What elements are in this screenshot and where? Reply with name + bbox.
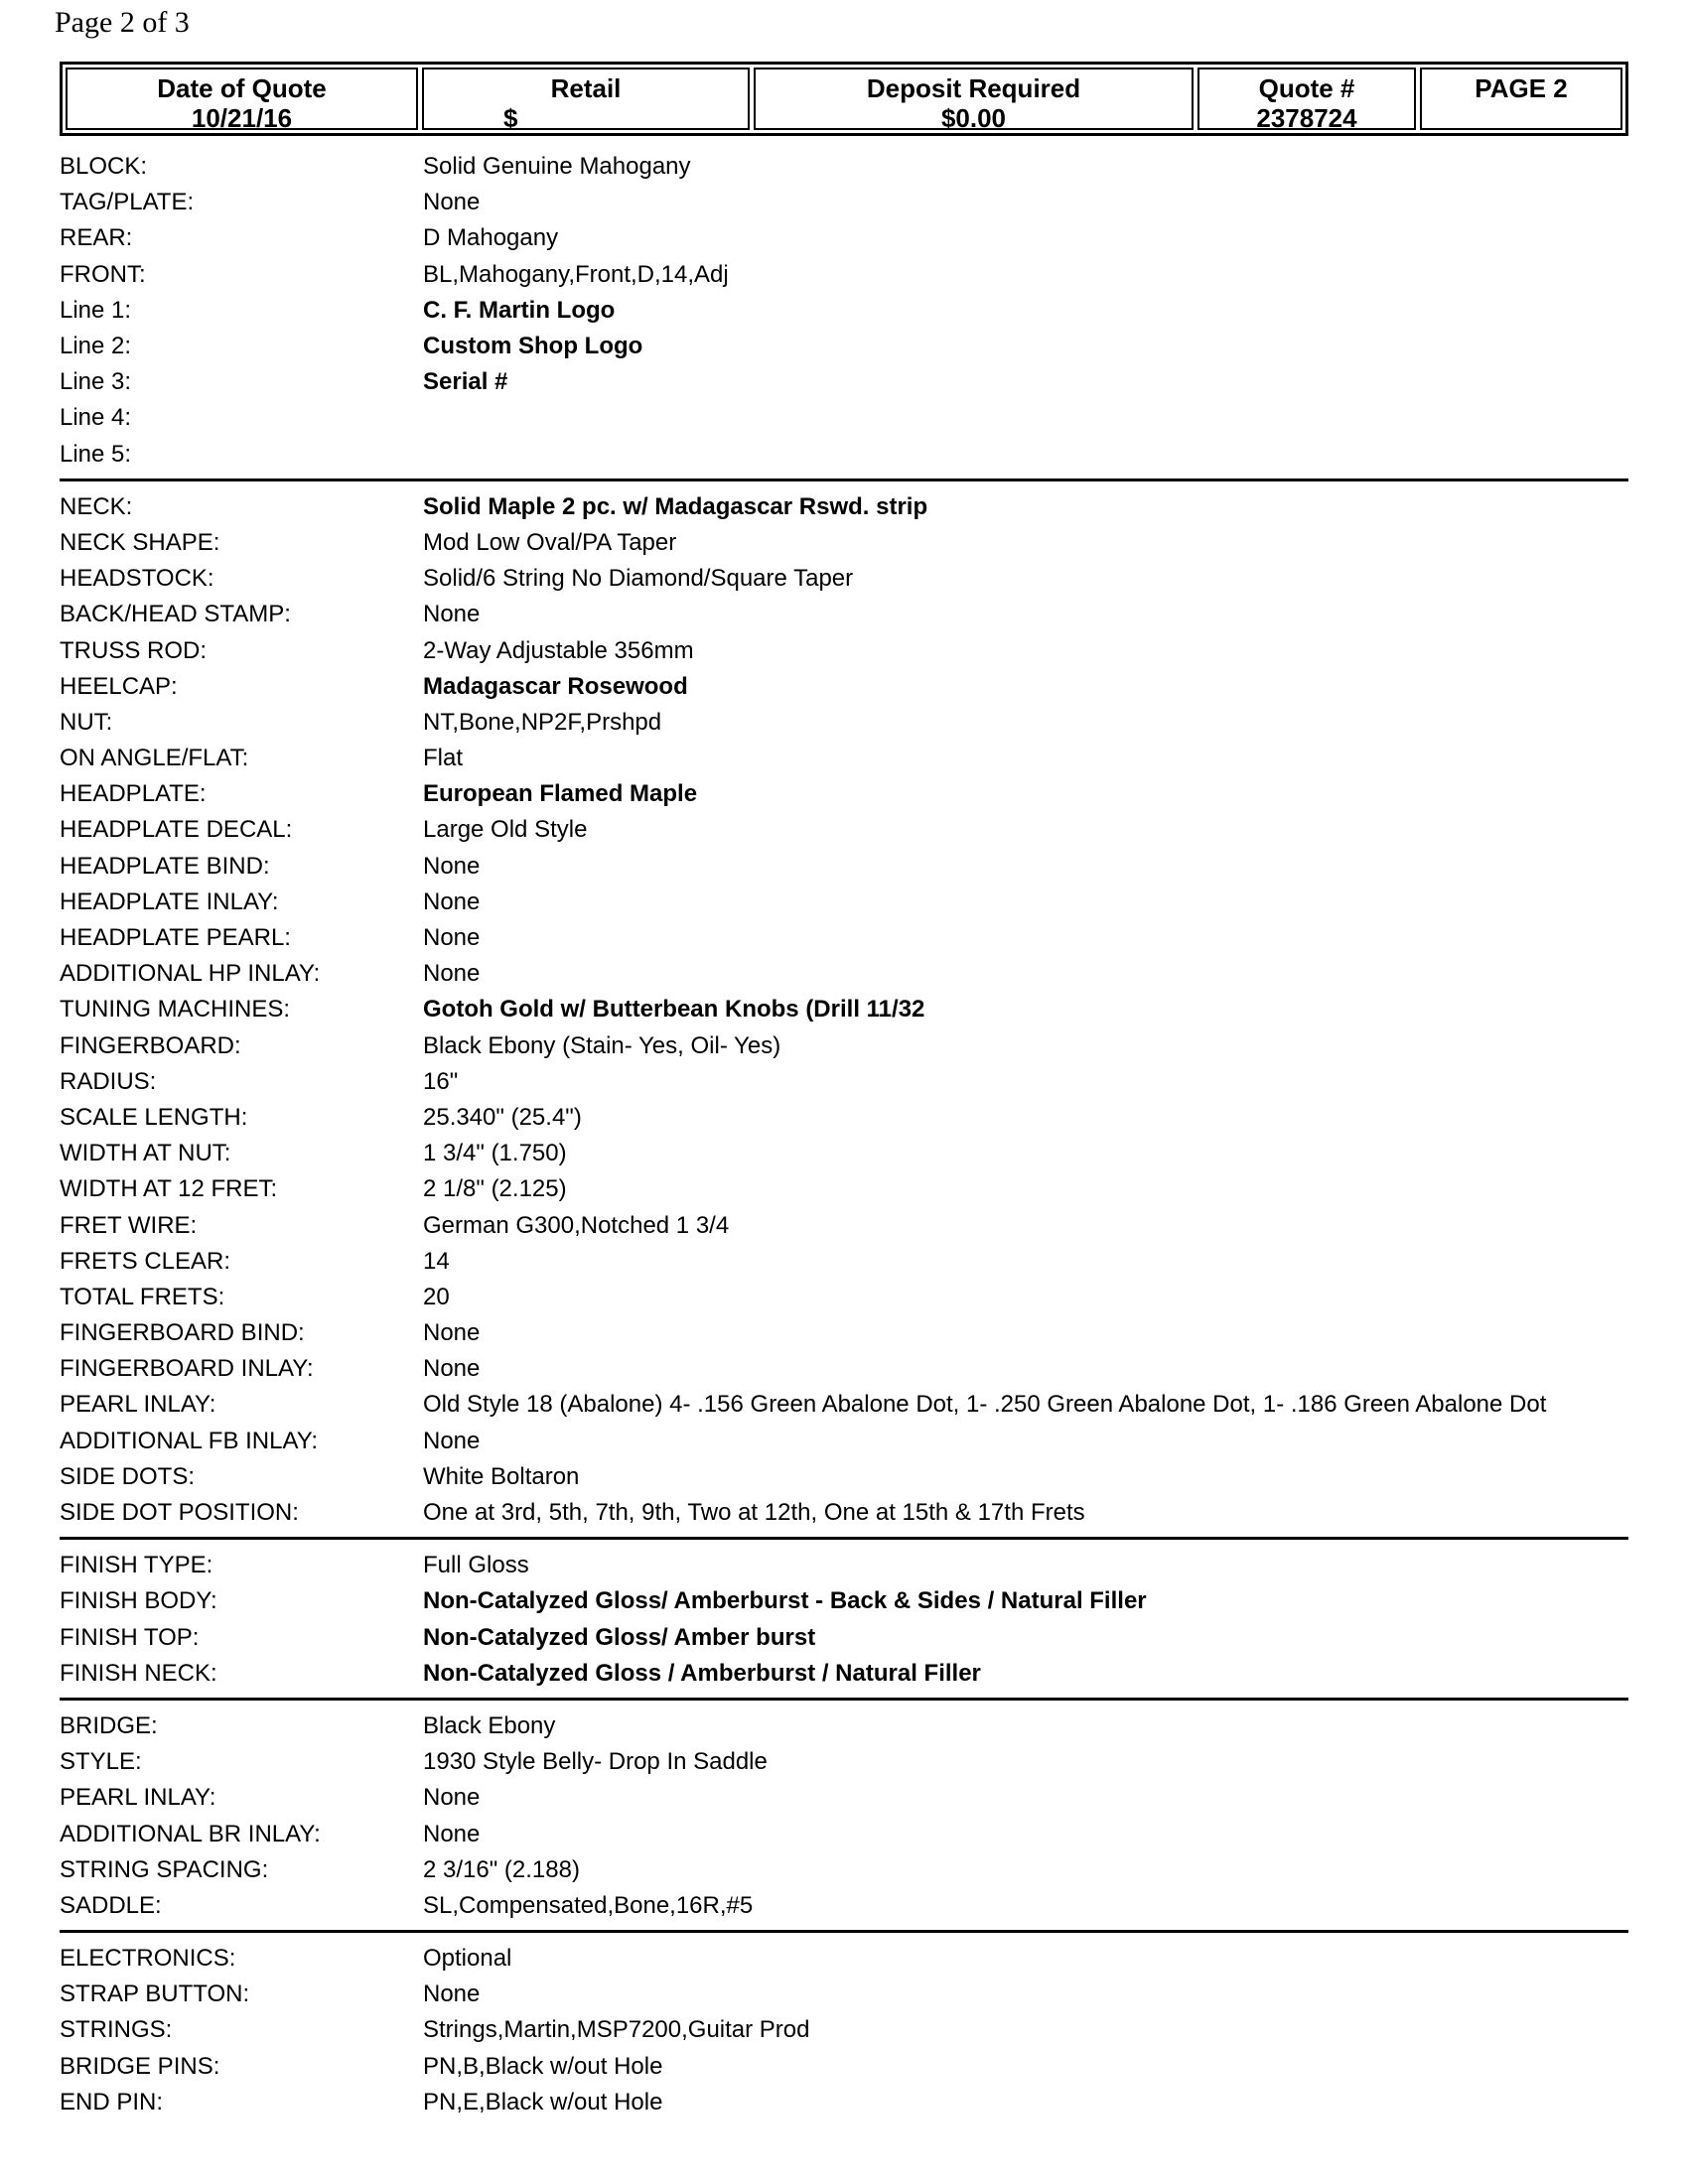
spec-row bbox=[60, 1459, 1628, 1495]
spec-row bbox=[60, 812, 1628, 848]
spec-label: FRET WIRE: bbox=[60, 1211, 198, 1239]
spec-row bbox=[60, 1064, 1628, 1100]
spec-label: ELECTRONICS: bbox=[60, 1945, 236, 1973]
spec-row bbox=[60, 257, 1628, 293]
quote-number-label: Quote # bbox=[1258, 73, 1355, 103]
spec-label: Line 3: bbox=[60, 368, 132, 396]
spec-row bbox=[60, 849, 1628, 885]
spec-row bbox=[60, 293, 1628, 329]
page-number-header: Page 2 of 3 bbox=[55, 6, 190, 39]
quote-summary-table bbox=[60, 62, 1628, 136]
spec-value: Madagascar Rosewood bbox=[423, 672, 688, 700]
spec-label: TOTAL FRETS: bbox=[60, 1283, 225, 1310]
spec-value: None bbox=[423, 852, 481, 880]
retail-label: Retail bbox=[550, 73, 622, 103]
spec-row bbox=[60, 185, 1628, 220]
spec-row bbox=[60, 597, 1628, 632]
spec-value: Solid Maple 2 pc. w/ Madagascar Rswd. strip bbox=[423, 492, 928, 520]
spec-row bbox=[60, 1852, 1628, 1888]
spec-row bbox=[60, 1583, 1628, 1619]
spec-value: None bbox=[423, 601, 481, 628]
spec-label: TAG/PLATE: bbox=[60, 189, 195, 216]
spec-label: RADIUS: bbox=[60, 1067, 157, 1095]
spec-row bbox=[60, 956, 1628, 992]
page-label: PAGE 2 bbox=[1475, 73, 1568, 103]
spec-value: None bbox=[423, 1820, 481, 1847]
spec-label: NECK SHAPE: bbox=[60, 528, 220, 556]
spec-label: ADDITIONAL BR INLAY: bbox=[60, 1820, 321, 1847]
spec-row bbox=[60, 1620, 1628, 1656]
spec-value: Non-Catalyzed Gloss/ Amberburst - Back & Sides / Natural Filler bbox=[423, 1587, 1147, 1615]
spec-row bbox=[60, 1941, 1628, 1977]
spec-value: Gotoh Gold w/ Butterbean Knobs (Drill 11/32 bbox=[423, 996, 925, 1024]
spec-row bbox=[60, 220, 1628, 256]
spec-row bbox=[60, 1207, 1628, 1243]
spec-label: SIDE DOTS: bbox=[60, 1462, 196, 1490]
date-of-quote-label: Date of Quote bbox=[157, 73, 327, 103]
retail-cell bbox=[422, 68, 750, 133]
spec-row bbox=[60, 1744, 1628, 1780]
spec-value: Flat bbox=[423, 745, 464, 772]
spec-row bbox=[60, 632, 1628, 668]
spec-label: FINGERBOARD BIND: bbox=[60, 1319, 305, 1347]
finish-section bbox=[60, 1537, 1628, 1698]
spec-value: C. F. Martin Logo bbox=[423, 296, 616, 324]
spec-value: 2-Way Adjustable 356mm bbox=[423, 636, 694, 664]
spec-label: Line 2: bbox=[60, 333, 132, 360]
spec-row bbox=[60, 1977, 1628, 2012]
spec-row bbox=[60, 992, 1628, 1027]
spec-label: TRUSS ROD: bbox=[60, 636, 208, 664]
spec-label: STYLE: bbox=[60, 1748, 142, 1776]
spec-label: FRONT: bbox=[60, 260, 146, 288]
spec-row bbox=[60, 1548, 1628, 1583]
spec-label: Line 4: bbox=[60, 404, 132, 432]
spec-value: None bbox=[423, 1784, 481, 1812]
spec-row bbox=[60, 1816, 1628, 1851]
spec-value: One at 3rd, 5th, 7th, 9th, Two at 12th, One at 15th & 17th Frets bbox=[423, 1499, 1085, 1527]
spec-label: BRIDGE PINS: bbox=[60, 2052, 220, 2080]
spec-value: None bbox=[423, 887, 481, 915]
spec-value: Non-Catalyzed Gloss/ Amber burst bbox=[423, 1623, 816, 1651]
spec-value: None bbox=[423, 1980, 481, 2008]
spec-row bbox=[60, 1171, 1628, 1207]
spec-value: 20 bbox=[423, 1283, 450, 1310]
spec-row bbox=[60, 1100, 1628, 1136]
spec-row bbox=[60, 1495, 1628, 1531]
spec-value: Custom Shop Logo bbox=[423, 333, 643, 360]
spec-row bbox=[60, 776, 1628, 812]
spec-row bbox=[60, 1708, 1628, 1744]
deposit-required-label: Deposit Required bbox=[866, 73, 1081, 103]
spec-value: White Boltaron bbox=[423, 1462, 580, 1490]
spec-label: HEADPLATE PEARL: bbox=[60, 924, 291, 952]
retail-value: $ bbox=[503, 103, 518, 133]
spec-label: Line 5: bbox=[60, 440, 132, 468]
spec-row bbox=[60, 1136, 1628, 1171]
spec-row bbox=[60, 1280, 1628, 1315]
spec-label: ADDITIONAL FB INLAY: bbox=[60, 1427, 319, 1454]
date-of-quote-value: 10/21/16 bbox=[191, 103, 293, 133]
spec-value: SL,Compensated,Bone,16R,#5 bbox=[423, 1891, 754, 1919]
spec-row bbox=[60, 705, 1628, 741]
spec-value: Black Ebony bbox=[423, 1711, 556, 1739]
spec-label: ADDITIONAL HP INLAY: bbox=[60, 960, 321, 988]
spec-row bbox=[60, 437, 1628, 473]
spec-label: TUNING MACHINES: bbox=[60, 996, 291, 1024]
spec-value: 1930 Style Belly- Drop In Saddle bbox=[423, 1748, 768, 1776]
spec-label: WIDTH AT 12 FRET: bbox=[60, 1175, 278, 1203]
neck-section bbox=[60, 478, 1628, 1537]
spec-label: NECK: bbox=[60, 492, 133, 520]
spec-label: STRING SPACING: bbox=[60, 1855, 269, 1883]
spec-label: REAR: bbox=[60, 224, 133, 252]
spec-value: None bbox=[423, 1427, 481, 1454]
spec-value: Serial # bbox=[423, 368, 508, 396]
spec-value: 25.340" (25.4") bbox=[423, 1103, 582, 1131]
deposit-required-value: $0.00 bbox=[940, 103, 1007, 133]
spec-value: Non-Catalyzed Gloss / Amberburst / Natural Filler bbox=[423, 1659, 981, 1687]
spec-row bbox=[60, 489, 1628, 525]
spec-value: None bbox=[423, 1355, 481, 1383]
spec-value: European Flamed Maple bbox=[423, 780, 698, 808]
spec-label: SCALE LENGTH: bbox=[60, 1103, 248, 1131]
bridge-section bbox=[60, 1698, 1628, 1930]
spec-value: Solid Genuine Mahogany bbox=[423, 153, 691, 181]
spec-value: 2 3/16" (2.188) bbox=[423, 1855, 580, 1883]
spec-row bbox=[60, 525, 1628, 561]
spec-label: PEARL INLAY: bbox=[60, 1391, 216, 1419]
spec-value: Strings,Martin,MSP7200,Guitar Prod bbox=[423, 2016, 810, 2044]
spec-value: None bbox=[423, 924, 481, 952]
deposit-required-cell bbox=[754, 68, 1194, 133]
spec-label: SADDLE: bbox=[60, 1891, 162, 1919]
spec-row bbox=[60, 1656, 1628, 1692]
spec-value: PN,B,Black w/out Hole bbox=[423, 2052, 663, 2080]
spec-row bbox=[60, 1888, 1628, 1924]
spec-row bbox=[60, 669, 1628, 705]
spec-label: HEADPLATE INLAY: bbox=[60, 887, 279, 915]
spec-row bbox=[60, 1780, 1628, 1816]
spec-value: PN,E,Black w/out Hole bbox=[423, 2088, 663, 2116]
spec-label: FINISH TOP: bbox=[60, 1623, 200, 1651]
specification-list bbox=[60, 147, 1628, 2126]
spec-row bbox=[60, 1028, 1628, 1064]
spec-label: HEADSTOCK: bbox=[60, 565, 214, 593]
spec-row bbox=[60, 329, 1628, 364]
spec-row bbox=[60, 920, 1628, 956]
spec-row bbox=[60, 741, 1628, 776]
spec-label: BLOCK: bbox=[60, 153, 148, 181]
block-section bbox=[60, 147, 1628, 478]
quote-number-value: 2378724 bbox=[1256, 103, 1357, 133]
spec-value: D Mahogany bbox=[423, 224, 559, 252]
spec-value: None bbox=[423, 189, 481, 216]
spec-value: Solid/6 String No Diamond/Square Taper bbox=[423, 565, 854, 593]
spec-value: Black Ebony (Stain- Yes, Oil- Yes) bbox=[423, 1031, 781, 1059]
spec-label: FRETS CLEAR: bbox=[60, 1247, 231, 1275]
spec-label: ON ANGLE/FLAT: bbox=[60, 745, 249, 772]
spec-value: 14 bbox=[423, 1247, 450, 1275]
spec-label: PEARL INLAY: bbox=[60, 1784, 216, 1812]
hardware-section bbox=[60, 1930, 1628, 2126]
spec-row bbox=[60, 1424, 1628, 1459]
spec-label: FINISH TYPE: bbox=[60, 1552, 213, 1579]
spec-row bbox=[60, 1351, 1628, 1387]
spec-label: WIDTH AT NUT: bbox=[60, 1140, 231, 1167]
spec-label: FINGERBOARD: bbox=[60, 1031, 241, 1059]
spec-row bbox=[60, 364, 1628, 400]
spec-value: Optional bbox=[423, 1945, 512, 1973]
spec-value: NT,Bone,NP2F,Prshpd bbox=[423, 708, 662, 736]
spec-row bbox=[60, 885, 1628, 920]
spec-row bbox=[60, 1387, 1628, 1423]
spec-label: FINISH BODY: bbox=[60, 1587, 217, 1615]
spec-value: German G300,Notched 1 3/4 bbox=[423, 1211, 730, 1239]
spec-value: 1 3/4" (1.750) bbox=[423, 1140, 567, 1167]
spec-row bbox=[60, 561, 1628, 597]
spec-row bbox=[60, 1315, 1628, 1351]
spec-row bbox=[60, 2012, 1628, 2048]
spec-label: NUT: bbox=[60, 708, 113, 736]
spec-value: Mod Low Oval/PA Taper bbox=[423, 528, 677, 556]
spec-value: Large Old Style bbox=[423, 816, 588, 844]
spec-label: FINGERBOARD INLAY: bbox=[60, 1355, 314, 1383]
spec-label: HEADPLATE BIND: bbox=[60, 852, 270, 880]
spec-label: Line 1: bbox=[60, 296, 132, 324]
spec-row bbox=[60, 2085, 1628, 2120]
date-of-quote-cell bbox=[66, 68, 418, 133]
spec-label: SIDE DOT POSITION: bbox=[60, 1499, 299, 1527]
spec-label: HEADPLATE DECAL: bbox=[60, 816, 293, 844]
spec-value: Full Gloss bbox=[423, 1552, 529, 1579]
spec-row bbox=[60, 400, 1628, 436]
spec-label: HEELCAP: bbox=[60, 672, 178, 700]
spec-label: BRIDGE: bbox=[60, 1711, 158, 1739]
spec-value: 16" bbox=[423, 1067, 459, 1095]
quote-number-cell bbox=[1197, 68, 1416, 133]
spec-value: Old Style 18 (Abalone) 4- .156 Green Abalone Dot, 1- .250 Green Abalone Dot, 1- .186 Green Abalone Dot bbox=[423, 1391, 1547, 1419]
spec-value: BL,Mahogany,Front,D,14,Adj bbox=[423, 260, 729, 288]
spec-label: END PIN: bbox=[60, 2088, 164, 2116]
spec-row bbox=[60, 1244, 1628, 1280]
spec-label: STRAP BUTTON: bbox=[60, 1980, 250, 2008]
spec-row bbox=[60, 2049, 1628, 2085]
spec-label: BACK/HEAD STAMP: bbox=[60, 601, 291, 628]
spec-label: STRINGS: bbox=[60, 2016, 173, 2044]
spec-row bbox=[60, 149, 1628, 185]
page-label-cell bbox=[1420, 68, 1622, 130]
spec-label: HEADPLATE: bbox=[60, 780, 207, 808]
spec-value: None bbox=[423, 1319, 481, 1347]
spec-label: FINISH NECK: bbox=[60, 1659, 217, 1687]
spec-value: 2 1/8" (2.125) bbox=[423, 1175, 567, 1203]
spec-value: None bbox=[423, 960, 481, 988]
